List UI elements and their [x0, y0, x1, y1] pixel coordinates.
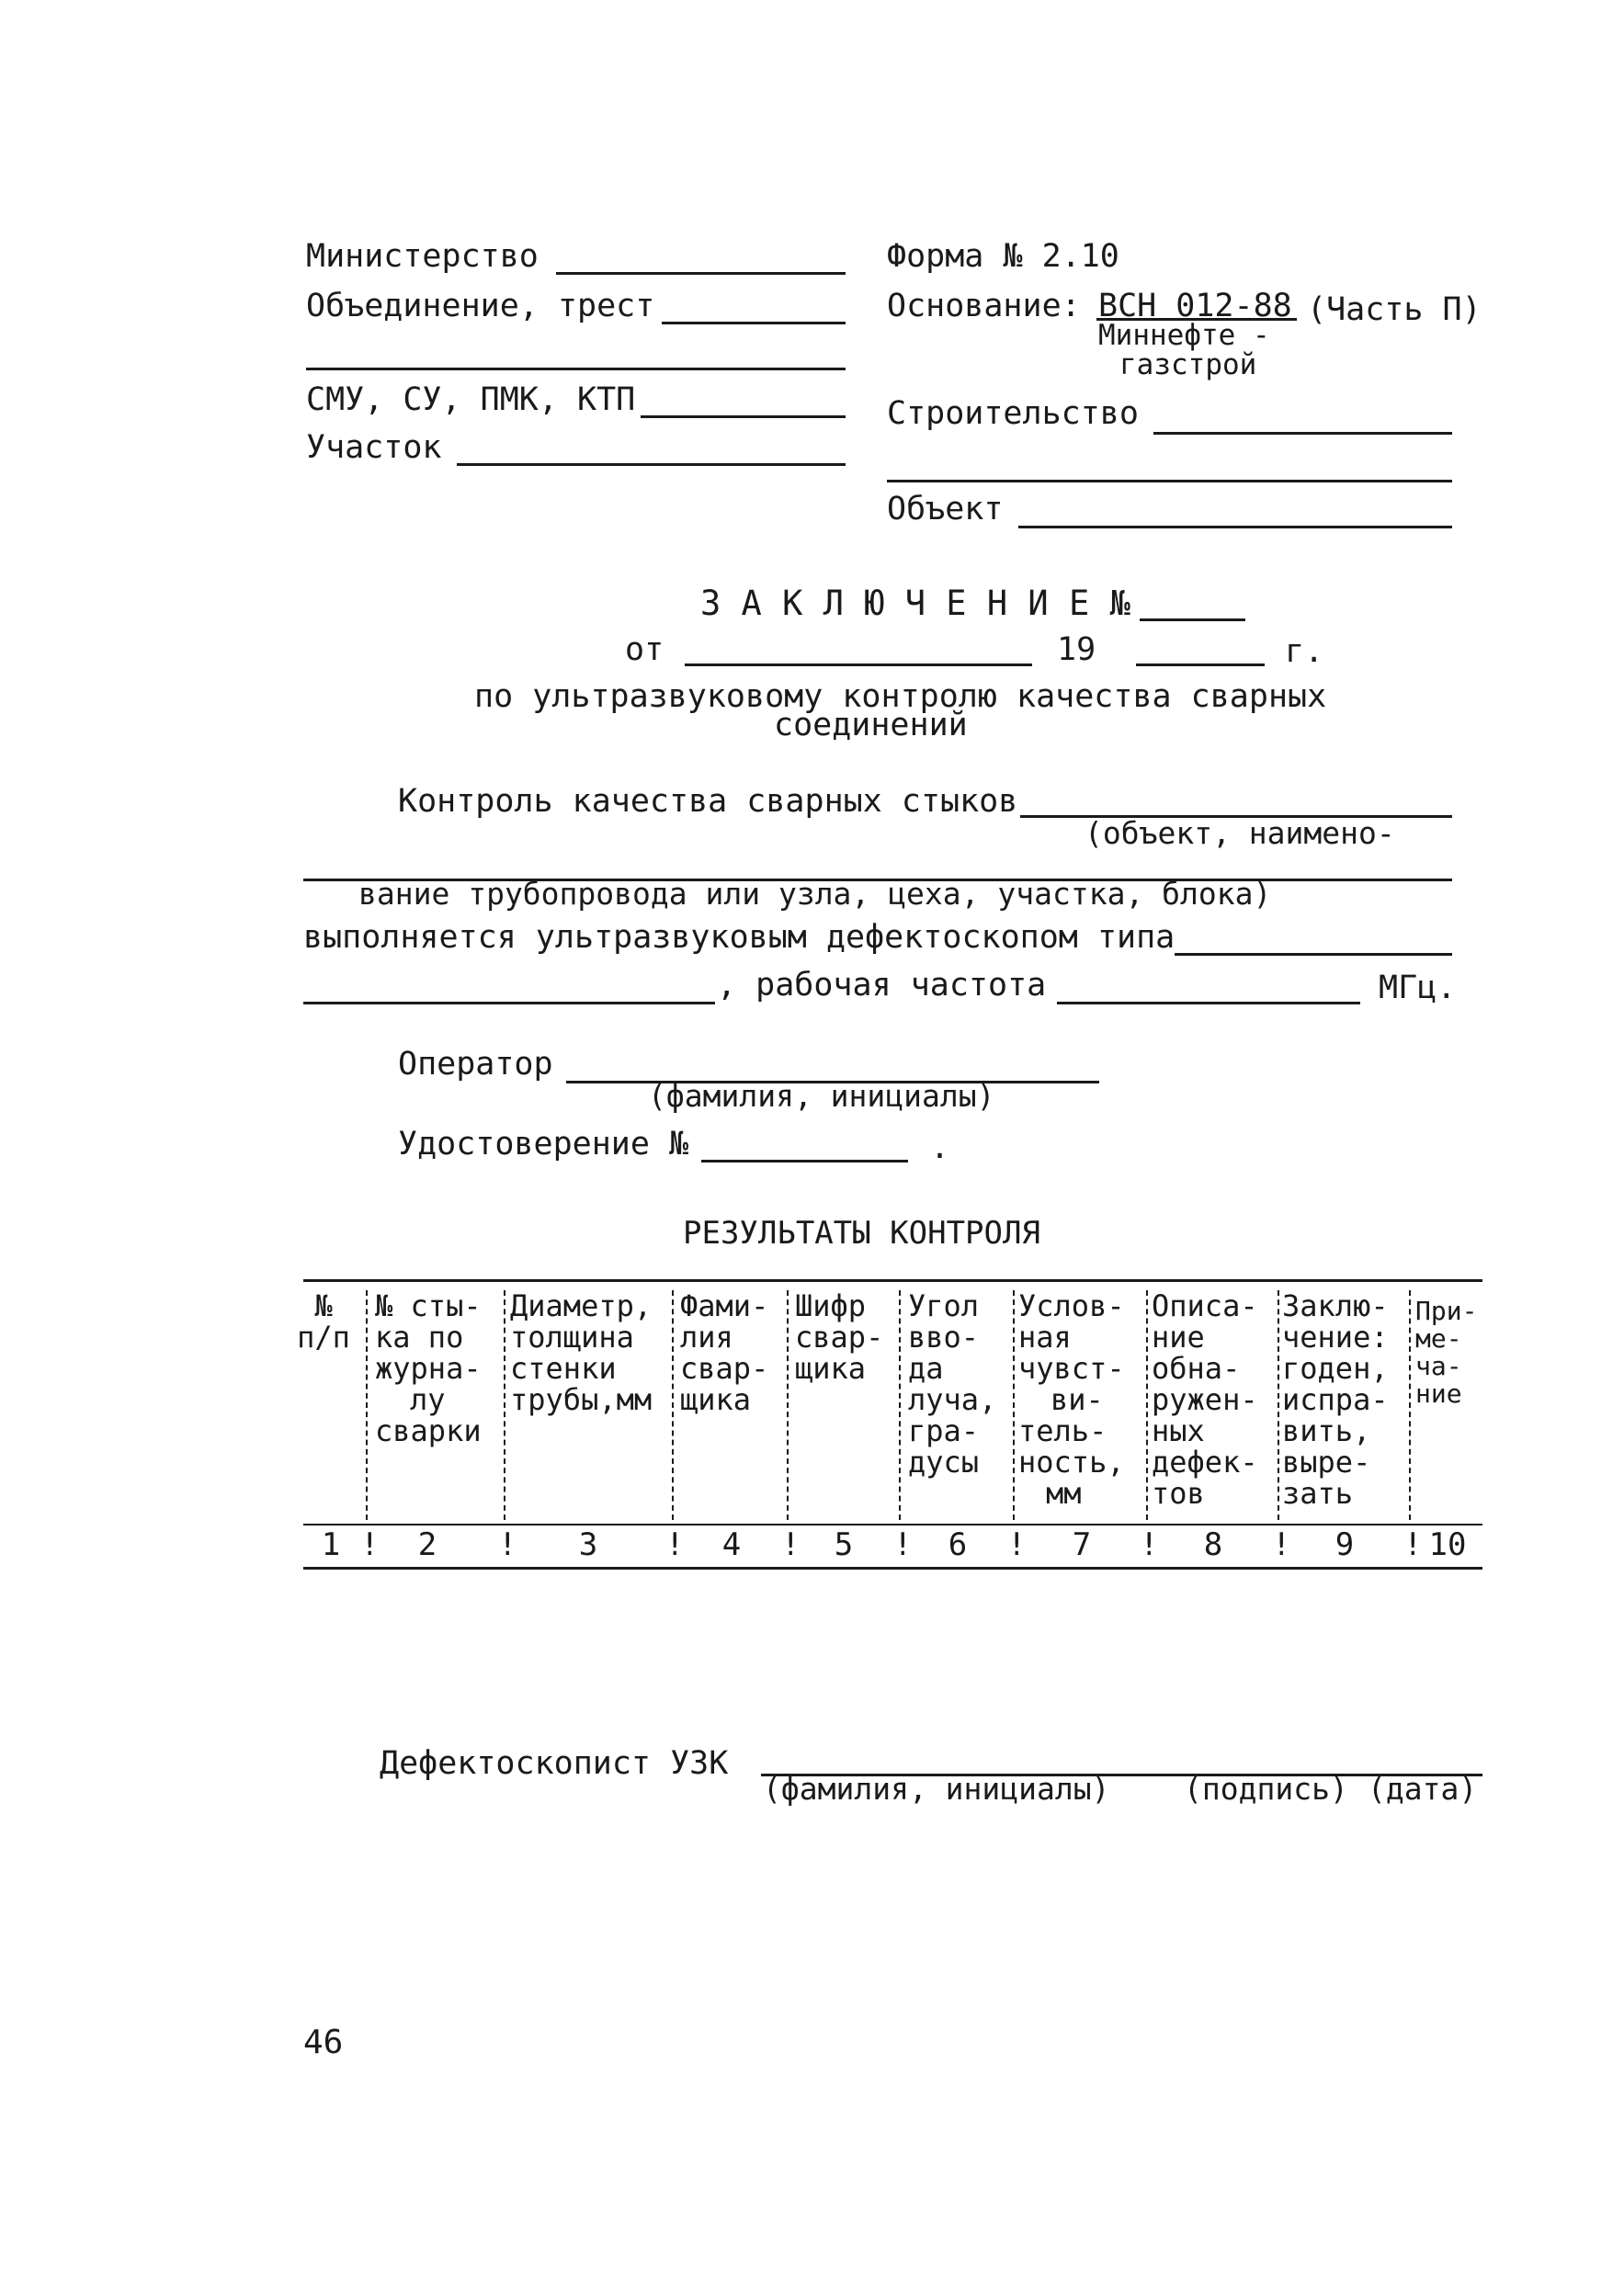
- number-separator: !: [360, 1526, 380, 1563]
- col-number-8: 8: [1203, 1526, 1223, 1563]
- signature-label: Дефектоскопист УЗК: [380, 1745, 729, 1782]
- basis-org-line2: газстрой: [1119, 348, 1257, 381]
- object-field[interactable]: [1018, 526, 1452, 528]
- operator-caption: (фамилия, инициалы): [648, 1078, 995, 1114]
- number-separator: !: [1403, 1526, 1423, 1563]
- year-suffix: г.: [1285, 633, 1324, 670]
- smu-label: СМУ, СУ, ПМК, КТП: [306, 381, 636, 418]
- signature-caption-date: (дата): [1368, 1771, 1478, 1807]
- table-header-bottom-line: [303, 1524, 1482, 1525]
- detector-label: выполняется ультразвуковым дефектоскопом типа: [303, 919, 1175, 956]
- col-number-10: 10: [1428, 1526, 1467, 1563]
- col-header-8: Описа- ние обна- ружен- ных дефек- тов: [1152, 1288, 1258, 1511]
- conclusion-number-field[interactable]: [1140, 618, 1245, 621]
- number-separator: !: [781, 1526, 801, 1563]
- operator-label: Оператор: [398, 1046, 553, 1083]
- smu-field[interactable]: [641, 415, 846, 418]
- table-bottom-line: [303, 1567, 1482, 1570]
- col-divider: [1409, 1290, 1411, 1520]
- col-header-1: № п/п: [297, 1288, 350, 1355]
- frequency-label: , рабочая частота: [717, 967, 1047, 1004]
- table-top-line: [303, 1279, 1482, 1282]
- certificate-label: Удостоверение №: [398, 1126, 689, 1163]
- col-divider: [1013, 1290, 1015, 1520]
- subtitle-line2: соединений: [774, 707, 968, 743]
- association-label: Объединение, трест: [306, 288, 655, 324]
- site-field[interactable]: [457, 463, 846, 466]
- construction-field[interactable]: [1153, 432, 1452, 435]
- certificate-field[interactable]: [701, 1160, 908, 1163]
- col-header-5: Шифр свар- щика: [795, 1288, 884, 1386]
- association-field-extra[interactable]: [306, 368, 846, 370]
- col-header-7: Услов- ная чувст- ви- тель- ность, мм: [1018, 1288, 1125, 1511]
- col-divider: [1146, 1290, 1148, 1520]
- results-title: РЕЗУЛЬТАТЫ КОНТРОЛЯ: [683, 1215, 1040, 1252]
- col-divider: [504, 1290, 505, 1520]
- col-header-6: Угол вво- да луча, гра- дусы: [908, 1288, 997, 1480]
- signature-caption-signature: (подпись): [1184, 1771, 1348, 1807]
- construction-label: Строительство: [887, 395, 1139, 432]
- col-header-4: Фами- лия свар- щика: [680, 1288, 769, 1417]
- col-number-1: 1: [321, 1526, 341, 1563]
- number-separator: !: [498, 1526, 517, 1563]
- basis-label: Основание:: [887, 288, 1081, 324]
- basis-doc: ВСН 012-88: [1098, 288, 1292, 324]
- number-separator: !: [1007, 1526, 1027, 1563]
- number-separator: !: [893, 1526, 913, 1563]
- col-divider: [672, 1290, 674, 1520]
- col-number-2: 2: [417, 1526, 437, 1563]
- col-divider: [787, 1290, 789, 1520]
- col-number-7: 7: [1072, 1526, 1092, 1563]
- date-from-label: от: [625, 631, 664, 668]
- ministry-field[interactable]: [556, 272, 846, 275]
- number-separator: !: [1140, 1526, 1159, 1563]
- page-number: 46: [303, 2024, 344, 2061]
- col-number-9: 9: [1334, 1526, 1355, 1563]
- basis-part: (Часть П): [1307, 291, 1482, 328]
- col-divider: [899, 1290, 901, 1520]
- col-divider: [1278, 1290, 1279, 1520]
- col-header-9: Заклю- чение: годен, испра- вить, выре- зать: [1282, 1288, 1389, 1511]
- subtitle-line1: по ультразвуковому контролю качества сварных: [474, 678, 1327, 715]
- signature-caption-name: (фамилия, инициалы): [763, 1771, 1110, 1807]
- detector-type-field-cont[interactable]: [303, 1002, 715, 1004]
- basis-org-line1: Миннефте -: [1098, 319, 1270, 352]
- caption-object-cont: вание трубопровода или узла, цеха, участка, блока): [358, 876, 1272, 912]
- col-number-6: 6: [948, 1526, 968, 1563]
- col-header-2: № сты- ка по журна- лу сварки: [375, 1288, 482, 1448]
- col-number-4: 4: [721, 1526, 742, 1563]
- date-field[interactable]: [685, 663, 1032, 666]
- site-label: Участок: [306, 429, 442, 466]
- conclusion-heading: З А К Л Ю Ч Е Н И Е №: [700, 584, 1130, 623]
- col-divider: [366, 1290, 368, 1520]
- number-separator: !: [665, 1526, 685, 1563]
- col-number-5: 5: [834, 1526, 854, 1563]
- col-number-3: 3: [578, 1526, 598, 1563]
- number-separator: !: [1272, 1526, 1291, 1563]
- form-number: Форма № 2.10: [887, 238, 1119, 275]
- year-field[interactable]: [1136, 663, 1265, 666]
- col-header-3: Диаметр, толщина стенки трубы,мм: [510, 1288, 653, 1417]
- association-field[interactable]: [662, 322, 846, 324]
- frequency-field[interactable]: [1057, 1002, 1360, 1004]
- certificate-end: .: [930, 1129, 950, 1166]
- control-label: Контроль качества сварных стыков: [398, 783, 1018, 820]
- ministry-label: Министерство: [306, 238, 539, 275]
- year-prefix: 19: [1057, 631, 1096, 668]
- object-label: Объект: [887, 491, 1004, 527]
- construction-field-extra[interactable]: [887, 480, 1452, 482]
- frequency-unit: МГц.: [1379, 970, 1457, 1006]
- detector-type-field[interactable]: [1175, 953, 1452, 956]
- col-header-10: При- ме- ча- ние: [1415, 1296, 1478, 1409]
- caption-object: (объект, наимено-: [1085, 815, 1395, 851]
